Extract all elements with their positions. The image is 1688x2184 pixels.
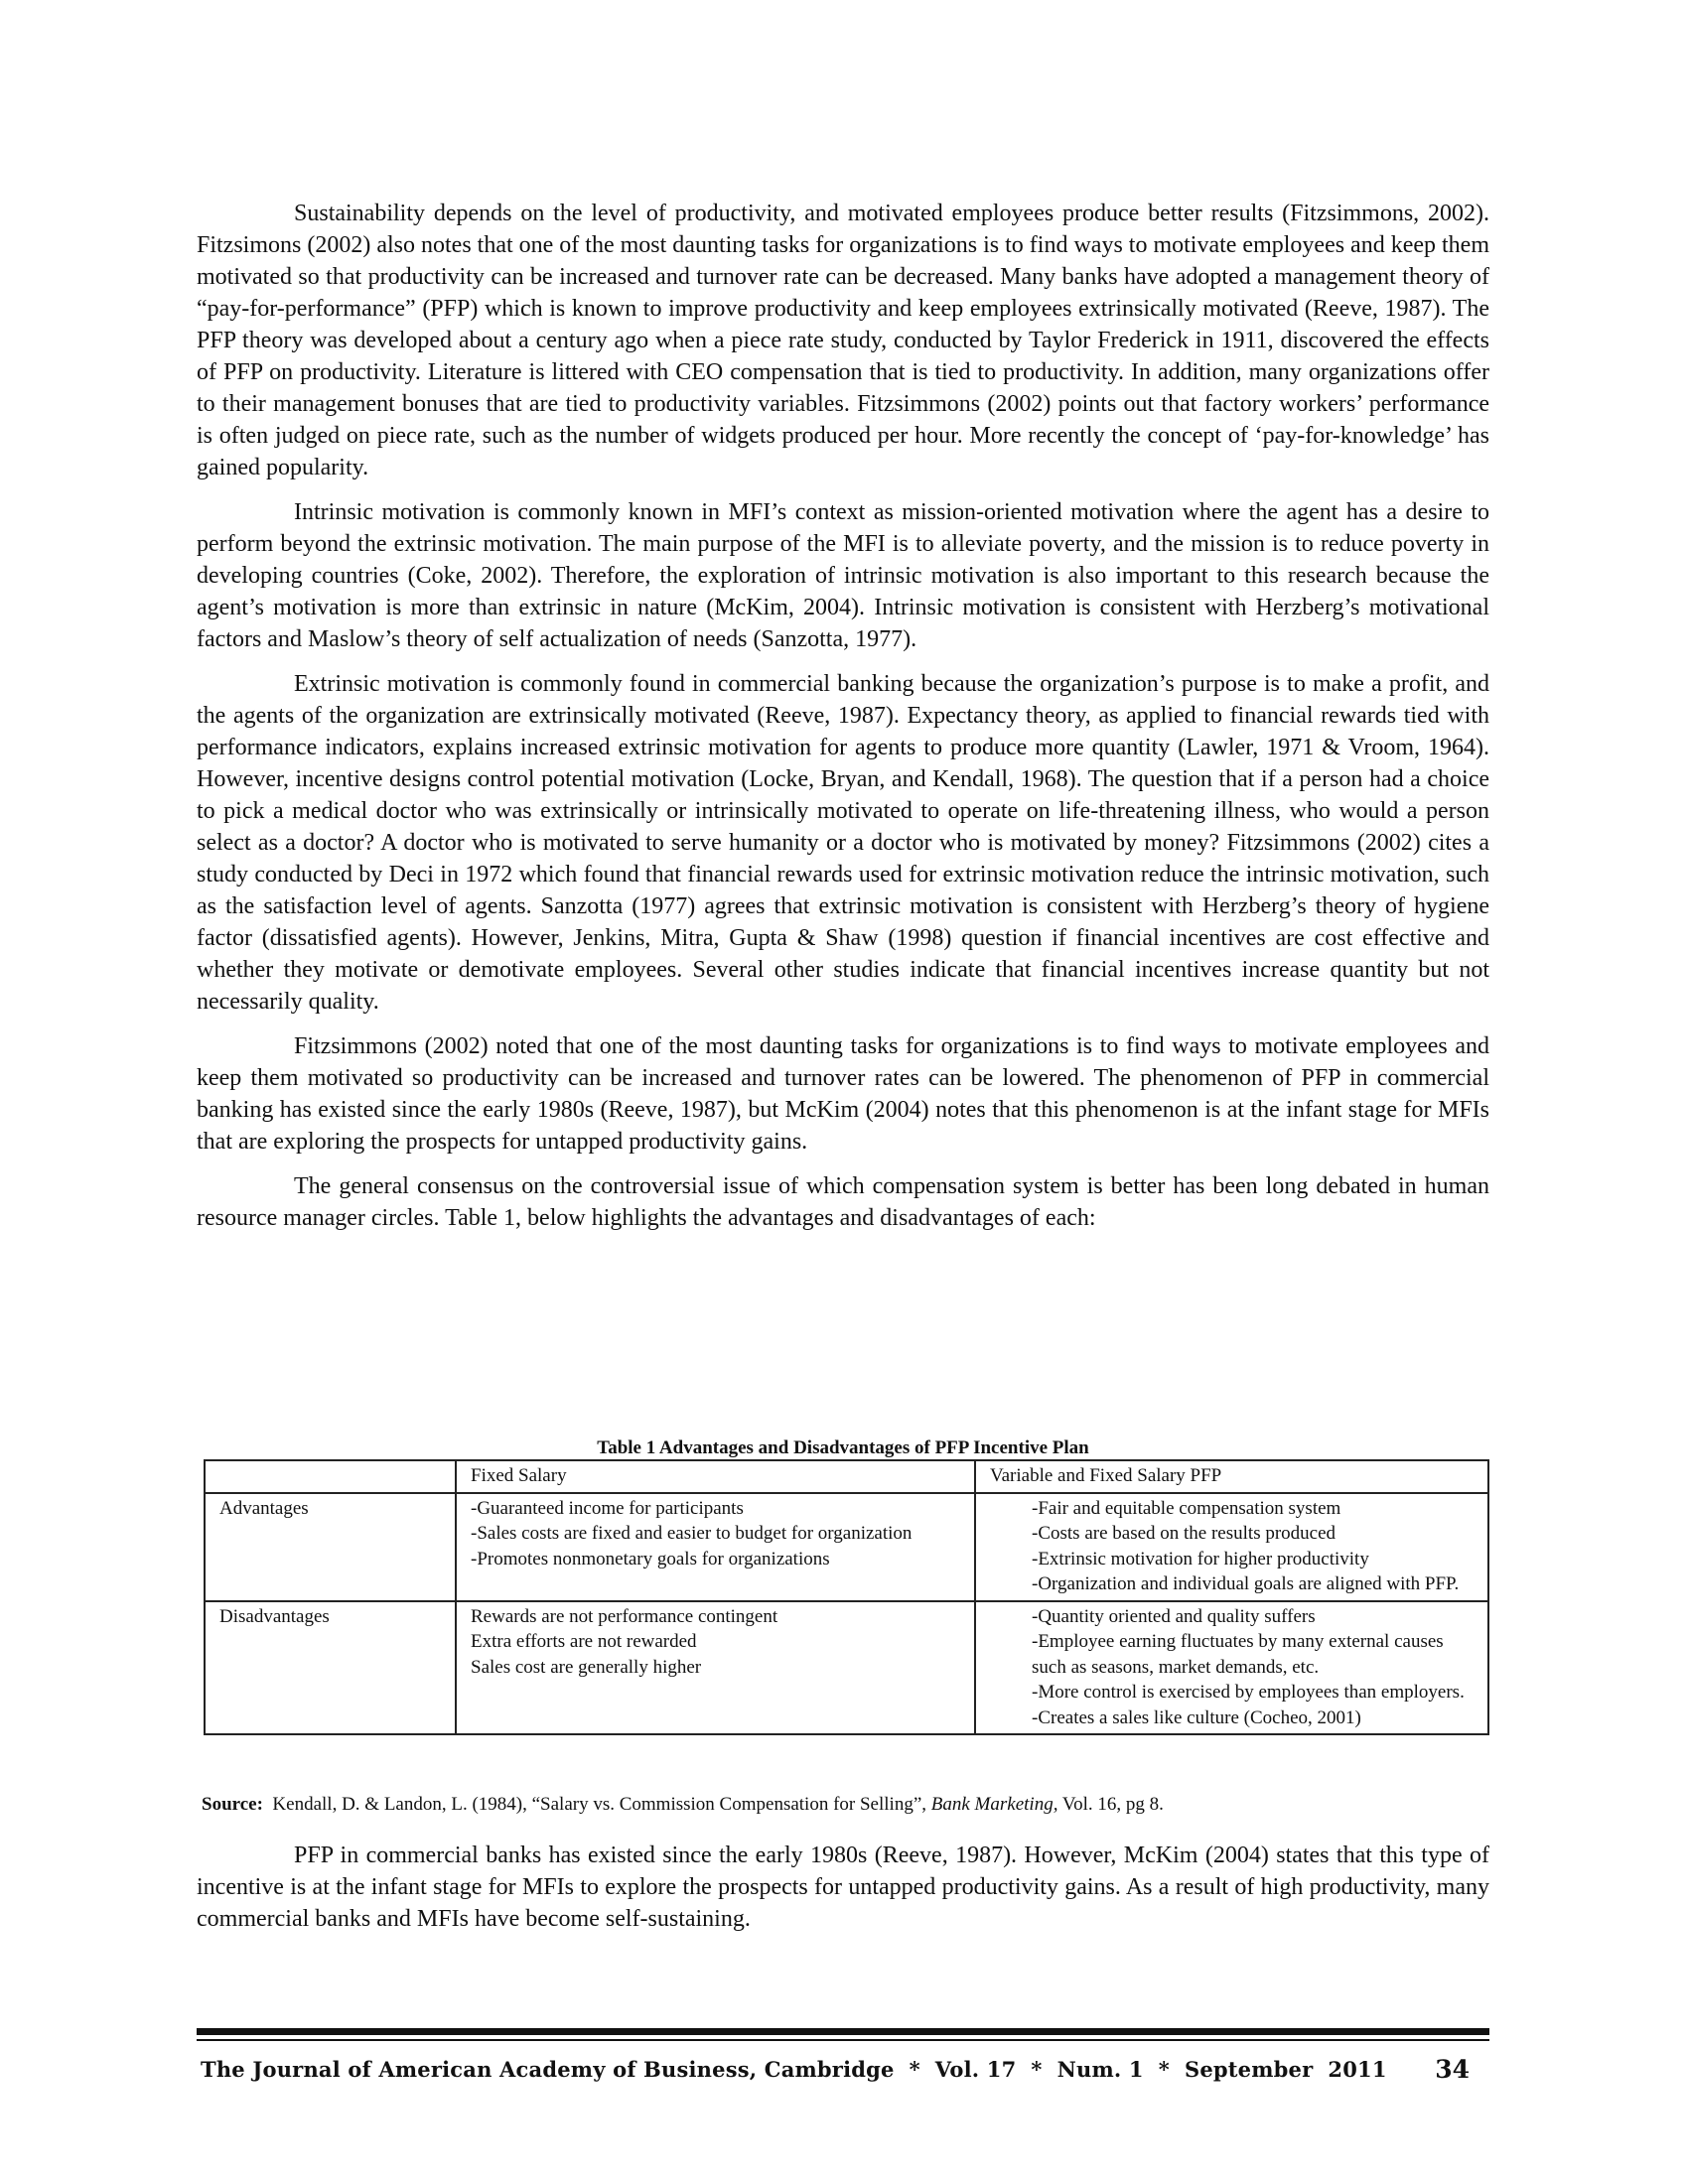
list-item: -Fair and equitable compensation system [1032,1497,1341,1519]
body-section-top [197,198,1489,1234]
source-label: Source: [202,1794,263,1815]
page-footer [197,2055,1489,2085]
advantages-fixed-cell [456,1493,975,1601]
list-item: Extra efforts are not rewarded [471,1631,697,1652]
list-item: -Promotes nonmonetary goals for organizations [471,1548,830,1570]
list-item: -Creates a sales like culture (Cocheo, 2001) [1032,1706,1361,1728]
list-item: -Sales costs are fixed and easier to budget for organization [471,1523,913,1544]
list-item: -Costs are based on the results produced [1032,1523,1336,1544]
table-header-empty [205,1460,456,1493]
paragraph-extrinsic-motivation: Extrinsic motivation is commonly found in commercial banking because the organization’s purpose is to make a profit, and the agents of the organization are extrinsically motivated (Reeve, 1987). Expectancy theory, as applied to financial rewards tied with performance indicators, explains increased extrinsic motivation for agents to produce more quantity (Lawler, 1971 & Vroom, 1964). However, incentive designs control potential motivation (Locke, Bryan, and Kendall, 1968). The question that if a person had a choice to pick a medical doctor who was extrinsically or intrinsically motivated to operate on life-threatening illness, who would a person select as a doctor? A doctor who is motivated to serve humanity or a doctor who is motivated by money? Fitzsimmons (2002) cites a study conducted by Deci in 1972 which found that financial rewards used for extrinsic motivation reduce the intrinsic motivation, such as the satisfaction level of agents. Sanzotta (1977) agrees that extrinsic motivation is consistent with Herzberg’s theory of hygiene factor (dissatisfied agents). However, Jenkins, Mitra, Gupta & Shaw (1998) question if financial incentives are cost effective and whether they motivate or demotivate employees. Several other studies indicate that financial incentives increase quantity but not necessarily quality. [197,671,1489,1015]
footer-divider-thin [197,2039,1489,2041]
row-label-advantages: Advantages [205,1493,456,1601]
list-item: -Employee earning fluctuates by many external causes such as seasons, market demands, etc. [1032,1631,1444,1678]
list-item: Rewards are not performance contingent [471,1605,778,1627]
paragraph-general-consensus: The general consensus on the controversial issue of which compensation system is better has been long debated in human resource manager circles. Table 1, below highlights the advantages and disadvantages of each: [197,1173,1489,1231]
paragraph-sustainability: Sustainability depends on the level of productivity, and motivated employees produce better results (Fitzsimmons, 2002). Fitzsimons (2002) also notes that one of the most daunting tasks for organizations is to find ways to motivate employees and keep them motivated so that productivity can be increased and turnover rate can be decreased. Many banks have adopted a management theory of “pay-for-performance” (PFP) which is known to improve productivity and keep employees extrinsically motivated (Reeve, 1987). The PFP theory was developed about a century ago when a piece rate study, conducted by Taylor Frederick in 1911, discovered the effects of PFP on productivity. Literature is littered with CEO compensation that is tied to productivity. In addition, many organizations offer to their management bonuses that are tied to productivity variables. Fitzsimmons (2002) points out that factory workers’ performance is often judged on piece rate, such as the number of widgets produced per hour. More recently the concept of ‘pay-for-knowledge’ has gained popularity. [197,201,1489,480]
paragraph-intrinsic-motivation: Intrinsic motivation is commonly known in MFI’s context as mission-oriented motivation where the agent has a desire to perform beyond the extrinsic motivation. The main purpose of the MFI is to alleviate poverty, and the mission is to reduce poverty in developing countries (Coke, 2002). Therefore, the exploration of intrinsic motivation is also important to this research because the agent’s motivation is more than extrinsic in nature (McKim, 2004). Intrinsic motivation is consistent with Herzberg’s motivational factors and Maslow’s theory of self actualization of needs (Sanzotta, 1977). [197,499,1489,652]
body-section-bottom [197,1840,1489,1935]
table-header-variable-salary: Variable and Fixed Salary PFP [975,1460,1488,1493]
list-item: Sales cost are generally higher [471,1656,702,1678]
footer-divider-thick [197,2028,1489,2035]
journal-citation: The Journal of American Academy of Business, Cambridge * Vol. 17 * Num. 1 * September 2011 [201,2057,1387,2082]
disadvantages-variable-cell [975,1601,1488,1735]
paragraph-fitzsimmons: Fitzsimmons (2002) noted that one of the most daunting tasks for organizations is to find ways to motivate employees and keep them motivated so productivity can be increased and turnover rates can be lowered. The phenomenon of PFP in commercial banking has existed since the early 1980s (Reeve, 1987), but McKim (2004) notes that this phenomenon is at the infant stage for MFIs that are exploring the prospects for untapped productivity gains. [197,1033,1489,1155]
source-volume: Vol. 16, pg 8. [1057,1794,1164,1815]
disadvantages-fixed-cell [456,1601,975,1735]
table-row-advantages [205,1493,1488,1601]
list-item: -More control is exercised by employees than employers. [1032,1682,1465,1703]
table-row-disadvantages [205,1601,1488,1735]
row-label-disadvantages: Disadvantages [205,1601,456,1735]
paragraph-pfp-commercial-banks: PFP in commercial banks has existed since the early 1980s (Reeve, 1987). However, McKim (2004) states that this type of incentive is at the infant stage for MFIs to explore the prospects for untapped productivity gains. As a result of high productivity, many commercial banks and MFIs have become self-sustaining. [197,1843,1489,1932]
pfp-comparison-table [204,1459,1489,1735]
list-item: -Guaranteed income for participants [471,1497,744,1519]
source-journal-title: Bank Marketing, [930,1794,1058,1815]
table-source-note [202,1793,1492,1817]
table-header-fixed-salary: Fixed Salary [456,1460,975,1493]
table-header-row [205,1460,1488,1493]
list-item: -Organization and individual goals are aligned with PFP. [1032,1573,1460,1594]
list-item: -Extrinsic motivation for higher productivity [1032,1548,1369,1570]
source-citation: Kendall, D. & Landon, L. (1984), “Salary vs. Commission Compensation for Selling”, [262,1794,931,1815]
page-number: 34 [1435,2055,1470,2084]
table-caption: Table 1 Advantages and Disadvantages of PFP Incentive Plan [597,1437,1089,1458]
list-item: -Quantity oriented and quality suffers [1032,1605,1316,1627]
advantages-variable-cell [975,1493,1488,1601]
